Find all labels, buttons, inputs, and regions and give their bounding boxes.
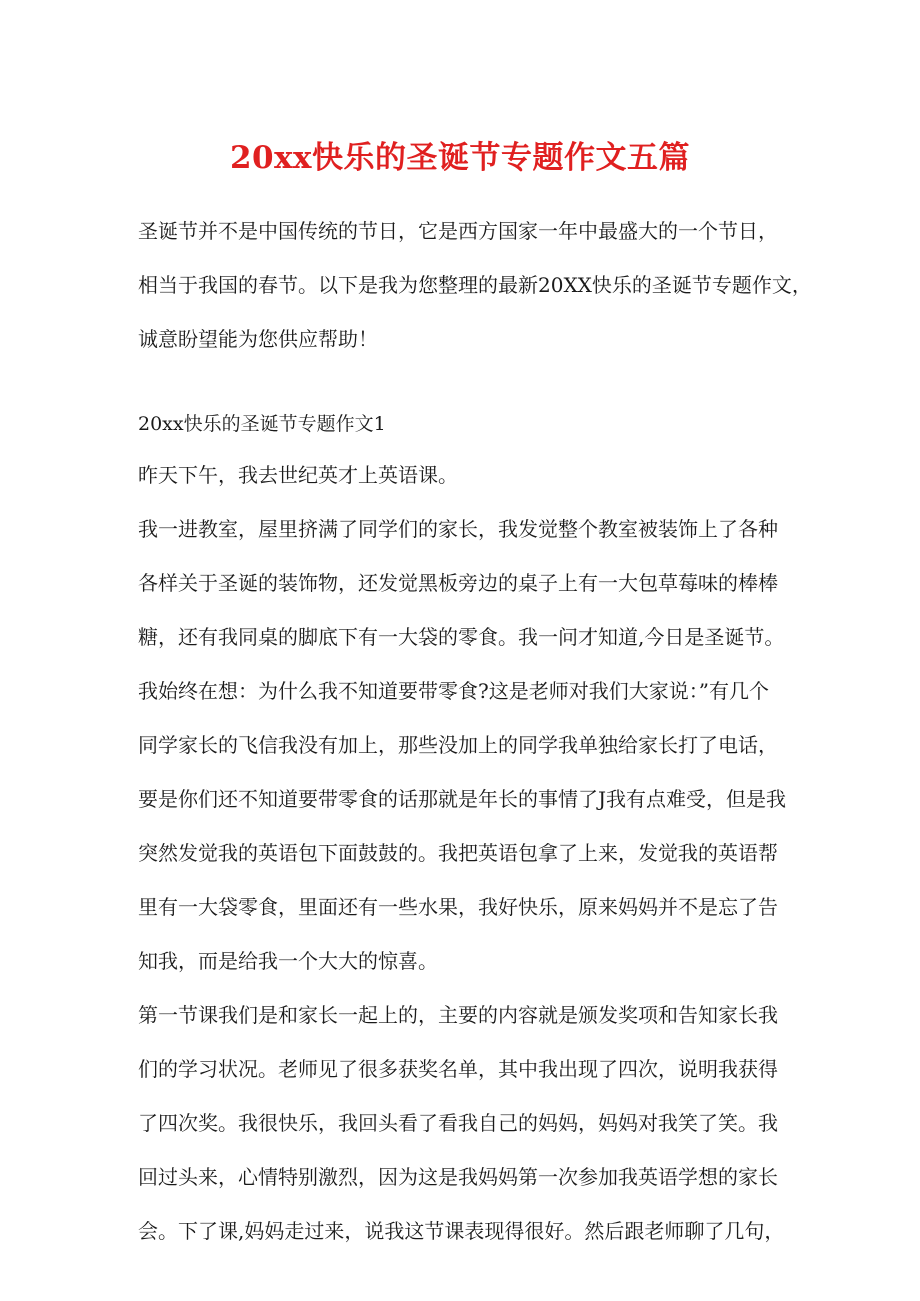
document-title: 20xx快乐的圣诞节专题作文五篇 [229,140,691,176]
paragraph-line: 我始终在想：为什么我不知道要带零食?这是老师对我们大家说：”有几个 [138,679,769,703]
paragraph-line: 会。下了课,妈妈走过来，说我这节课表现得很好。然后跟老师聊了几句， [138,1219,785,1243]
paragraph-line: 糖，还有我同桌的脚底下有一大袋的零食。我一问才知道,今日是圣诞节。 [138,625,785,649]
paragraph-line: 我一进教室，屋里挤满了同学们的家长，我发觉整个教室被装饰上了各种 [138,517,778,541]
paragraph-line: 要是你们还不知道要带零食的话那就是年长的事情了J我有点难受，但是我 [138,787,787,811]
paragraph-line: 们的学习状况。老师见了很多获奖名单，其中我出现了四次，说明我获得 [138,1057,778,1081]
paragraph-line: 各样关于圣诞的装饰物，还发觉黑板旁边的桌子上有一大包草莓味的棒棒 [138,571,778,595]
paragraph-1 [138,448,788,502]
paragraph-3 [138,988,788,1258]
paragraph-line: 第一节课我们是和家长一起上的，主要的内容就是颁发奖项和告知家长我 [138,1003,778,1027]
intro-line: 相当于我国的春节。以下是我为您整理的最新20XX快乐的圣诞节专题作文， [138,273,812,297]
paragraph-line: 同学家长的飞信我没有加上，那些没加上的同学我单独给家长打了电话， [138,733,778,757]
intro-paragraph [138,204,812,366]
paragraph-line: 昨天下午，我去世纪英才上英语课。 [138,463,458,487]
paragraph-line: 了四次奖。我很快乐，我回头看了看我自己的妈妈，妈妈对我笑了笑。我 [138,1111,778,1135]
essay-body [138,400,788,1258]
paragraph-line: 突然发觉我的英语包下面鼓鼓的。我把英语包拿了上来，发觉我的英语帮 [138,841,778,865]
intro-line: 诚意盼望能为您供应帮助！ [138,327,378,351]
paragraph-2 [138,502,788,988]
paragraph-line: 里有一大袋零食，里面还有一些水果，我好快乐，原来妈妈并不是忘了告 [138,895,778,919]
section-heading: 20xx快乐的圣诞节专题作文1 [138,413,386,435]
paragraph-line: 回过头来，心情特别激烈，因为这是我妈妈第一次参加我英语学想的家长 [138,1165,778,1189]
intro-line: 圣诞节并不是中国传统的节日，它是西方国家一年中最盛大的一个节日， [138,219,778,243]
paragraph-line: 知我，而是给我一个大大的惊喜。 [138,949,438,973]
